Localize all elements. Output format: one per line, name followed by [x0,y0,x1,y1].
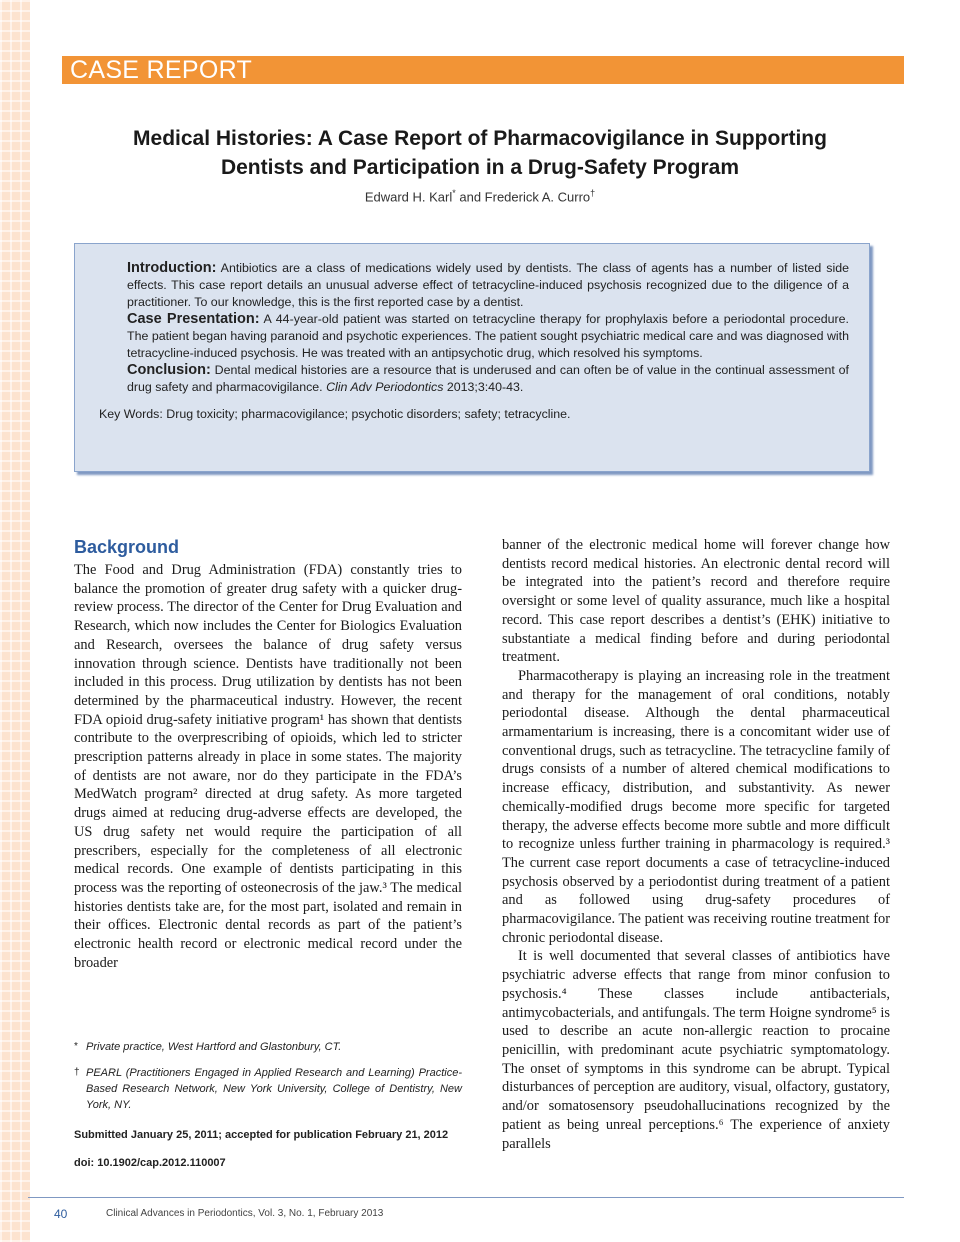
background-heading: Background [74,537,180,557]
footnote-text: Private practice, West Hartford and Glastonbury, CT. [86,1041,342,1053]
citation-journal: Clin Adv Periodontics [326,380,444,394]
key-words-label: Key Words: [99,407,163,421]
footnote-mark: † [74,1067,80,1078]
page-number: 40 [54,1207,68,1221]
conclusion-text: Dental medical histories are a resource that is underused and can often be of value in the continual assessment of drug safety and pharmacovigilance. [127,363,849,394]
case-presentation-text: A 44-year-old patient was started on tetracycline therapy for prophylaxis before a periodontal procedure. The patient began having paranoid and psychotic experiences. The patient sought psychiatric medical care and was diagnosed with tetracycline-induced psychosis. He was treated with an antipsychotic drug, which resolved his symptoms. [127,312,849,360]
key-words [99,406,849,423]
author-karl-mark: * [452,188,456,198]
introduction-text: Antibiotics are a class of medications widely used by dentists. The class of agents has a number of listed side effects. This case report details an unusual adverse effect of tetracycline-induced psychosis recognized due to the diligence of a practitioner. To our knowledge, this is the first reported case by a dentist. [127,261,849,309]
author-conjunction: and [455,189,485,205]
submission-dates: Submitted January 25, 2011; accepted for publication February 21, 2012 [74,1129,449,1141]
introduction-label: Introduction: [127,260,217,276]
background-paragraph-3: It is well documented that several classes of antibiotics have psychiatric adverse effects that range from minor confusion to psychosis.⁴ These classes include antibacterials, antimycobacterials, and antifungals. The term Hoigne syndrome⁵ is used to describe an acute non-allergic reaction to procaine penicillin, with predominant acute psychiatric symptomatology. The onset of symptoms in this syndrome can be abrupt. Typical disturbances of perception are auditory, visual, olfactory, gustatory, and/or somatosensory pseudohallucinations recognized by the patient as being unreal perceptions.⁶ The experience of anxiety parallels [502,948,890,1152]
background-paragraph-2: Pharmacotherapy is playing an increasing role in the treatment and therapy for the management of oral conditions, notably periodontal disease. Although the dental pharmaceutical armamentarium is increasing, there is a concomitant wider use of conventional drugs, such as tetracycline. The tetracycline family of drugs consists of a number of altered chemical modifications to increase efficacy, distribution, and substantivity. As newer chemically-modified drugs become more specific for targeted therapy, the adverse effects become more subtle and more difficult to recognize unless further training in pharmacology is required.³ The current case report documents a case of tetracycline-induced psychosis observed by a periodontist during treatment of a patient and as followed using drug-safety procedures of pharmacovigilance. The patient was receiving routine treatment for chronic periodontal disease. [502,667,890,946]
abstract-case-presentation [99,311,849,362]
section-banner: CASE REPORT [62,56,904,84]
article-title [80,124,880,182]
title-line-1: Medical Histories: A Case Report of Pharmacovigilance in Supporting [133,127,827,150]
right-column [502,536,890,1153]
author-curro: Frederick A. Curro [484,189,591,205]
background-paragraph-continued: banner of the electronic medical home will forever change how dentists record medical histories. An electronic dental record will be integrated into the patient’s record and therefore require oversight or some level of quality assurance, much like a hospital record. This case report describes a dentist’s (EHK) initiative to substantiate a medical finding before and during periodontal treatment. [502,537,890,666]
footnote-mark: * [74,1041,78,1052]
footnote-affiliation-2 [74,1065,462,1113]
conclusion-label: Conclusion: [127,362,211,378]
doi-link[interactable]: doi: 10.1902/cap.2012.110007 [74,1157,226,1169]
key-words-text: Drug toxicity; pharmacovigilance; psychotic disorders; safety; tetracycline. [162,407,571,421]
journal-citation: Clinical Advances in Periodontics, Vol. 3, No. 1, February 2013 [106,1208,384,1219]
author-line [80,188,880,204]
case-presentation-label: Case Presentation: [127,311,260,327]
author-karl: Edward H. Karl [364,189,453,205]
footer-divider [28,1197,904,1198]
background-paragraph-1: The Food and Drug Administration (FDA) constantly tries to balance the promotion of greater drug safety with a quicker drug-review process. The director of the Center for Drug Evaluation and Research, which now includes the Center for Biologics Evaluation and Research, oversees the balance of drug safety versus innovation through science. Dentists have traditionally not been included in this process. Drug utilization by dentists has not been determined by the pharmaceutical industry. However, the recent FDA opioid drug-safety initiative program¹ has shown that dentists contribute to the overprescribing of opioids, which led to stricter prescription patterns already in place in some states. The majority of dentists are not aware, nor do they participate in the FDA’s MedWatch program² directed at drug safety. As more targeted drugs aimed at reducing drug-adverse effects are developed, the US drug safety net would require the participation of all prescribers, especially for the completeness of all electronic medical records. One example of dentists participating in this process was the reporting of osteonecrosis of the jaw.³ The medical histories dentists take are, for the most part, isolated and remain in their offices. Electronic dental records as part of the patient’s electronic health record or electronic medical record under the broader [74,562,462,971]
abstract-introduction [99,260,849,311]
author-curro-mark: † [590,188,596,198]
footnotes [74,1039,462,1123]
decorative-side-strip [0,0,30,1242]
left-column [74,536,462,972]
footnote-affiliation-1 [74,1039,462,1055]
abstract-conclusion [99,362,849,396]
abstract-box [74,243,870,472]
citation-detail: 2013;3:40-43. [443,380,524,394]
footnote-text: PEARL (Practitioners Engaged in Applied Research and Learning) Practice-Based Research Network, New York University, College of Dentistry, New York, NY. [86,1067,462,1111]
title-line-2: Dentists and Participation in a Drug-Safety Program [220,156,740,179]
